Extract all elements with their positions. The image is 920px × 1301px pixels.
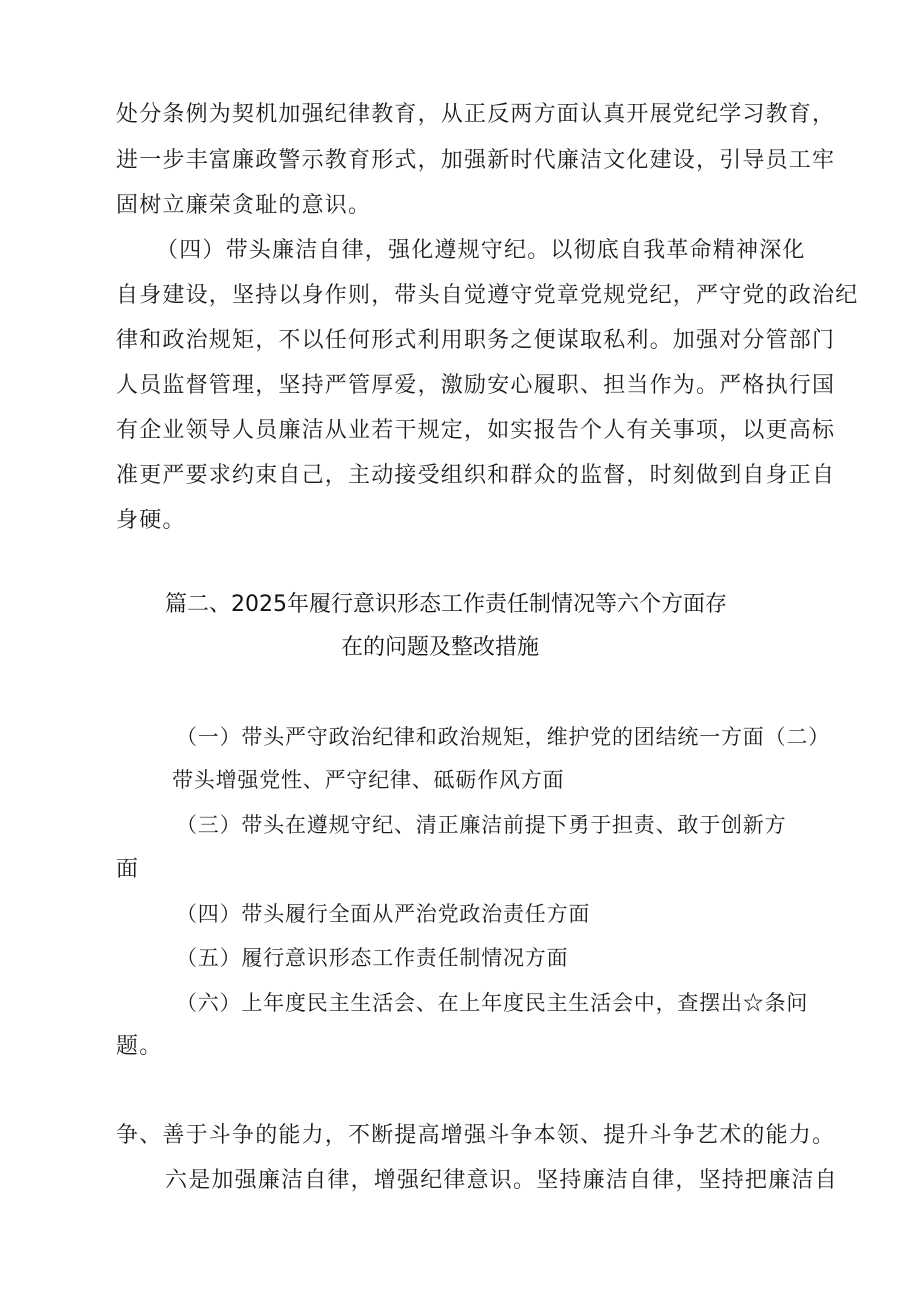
list-item: 题。 <box>116 1034 163 1059</box>
list-item: （四）带头履行全面从严治党政治责任方面 <box>176 902 591 926</box>
paragraph-line: 身硬。 <box>116 508 186 533</box>
paragraph-line: （四）带头廉洁自律，强化遵规守纪。以彻底自我革命精神深化 <box>156 238 806 263</box>
section-title-line1: 篇二、2025年履行意识形态工作责任制情况等六个方面存 <box>165 592 727 617</box>
paragraph-line: 处分条例为契机加强纪律教育，从正反两方面认真开展党纪学习教育， <box>116 102 836 127</box>
list-item: （五）履行意识形态工作责任制情况方面 <box>176 946 569 970</box>
paragraph-line: 人员监督管理，坚持严管厚爱，激励安心履职、担当作为。严格执行国 <box>116 373 836 398</box>
list-item: 带头增强党性、严守纪律、砥砺作风方面 <box>172 768 565 792</box>
paragraph-line: 律和政治规矩，不以任何形式利用职务之便谋取私利。加强对分管部门 <box>116 328 836 353</box>
list-item: （三）带头在遵规守纪、清正廉洁前提下勇于担责、敢于创新方 <box>176 813 787 837</box>
paragraph-line: 争、善于斗争的能力，不断提高增强斗争本领、提升斗争艺术的能力。 <box>116 1123 836 1148</box>
list-item: （一）带头严守政治纪律和政治规矩，维护党的团结统一方面（二） <box>176 725 830 749</box>
list-item: 面 <box>116 857 140 882</box>
section-title-line2: 在的问题及整改措施 <box>340 635 539 660</box>
paragraph-line: 六是加强廉洁自律，增强纪律意识。坚持廉洁自律，坚持把廉洁自 <box>165 1168 838 1193</box>
paragraph-line: 固树立廉荣贪耻的意识。 <box>116 193 372 218</box>
paragraph-line: 有企业领导人员廉洁从业若干规定，如实报告个人有关事项，以更高标 <box>116 418 836 443</box>
paragraph-line: 进一步丰富廉政警示教育形式，加强新时代廉洁文化建设，引导员工牢 <box>116 148 836 173</box>
paragraph-line: 自身建设，坚持以身作则，带头自觉遵守党章党规党纪，严守党的政治纪 <box>116 283 859 308</box>
list-item: （六）上年度民主生活会、在上年度民主生活会中，查摆出☆条问 <box>176 991 809 1015</box>
paragraph-line: 准更严要求约束自己，主动接受组织和群众的监督，时刻做到自身正自 <box>116 463 836 488</box>
